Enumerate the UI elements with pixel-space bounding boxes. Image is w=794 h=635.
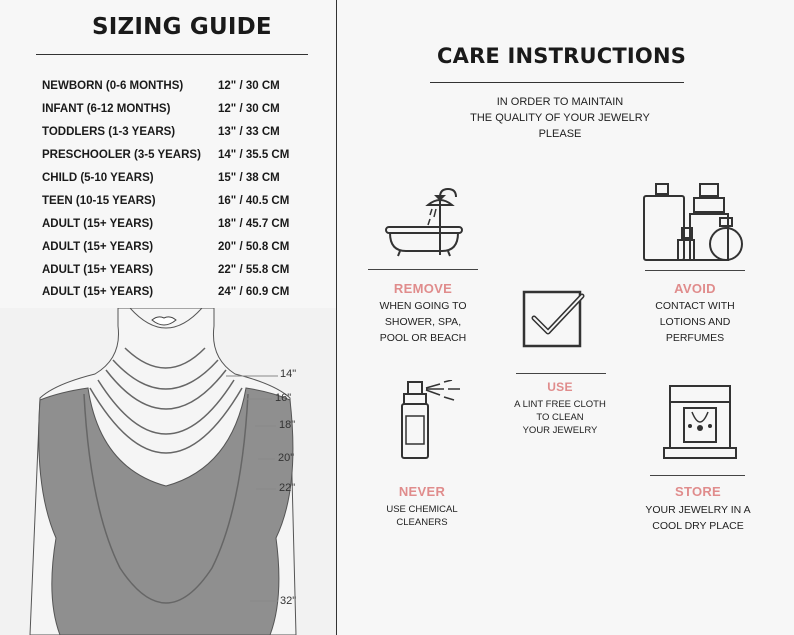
size-age: ADULT (15+ YEARS) bbox=[42, 264, 154, 276]
remove-rule bbox=[368, 269, 478, 270]
care-title: CARE INSTRUCTIONS bbox=[437, 44, 687, 68]
sizing-title: SIZING GUIDE bbox=[92, 14, 272, 40]
avoid-text bbox=[635, 298, 755, 346]
perfume-bottles-icon bbox=[640, 182, 750, 262]
size-length: 12" / 30 CM bbox=[218, 103, 280, 115]
use-text-line: YOUR JEWELRY bbox=[522, 425, 598, 436]
length-mark: 32" bbox=[280, 595, 297, 607]
jewelry-box-icon bbox=[660, 382, 740, 462]
spray-bottle-icon bbox=[400, 380, 470, 460]
never-text-line: USE CHEMICAL bbox=[386, 504, 458, 515]
avoid-heading: AVOID bbox=[674, 281, 716, 296]
size-length: 15" / 38 CM bbox=[218, 172, 280, 184]
avoid-text-line: LOTIONS AND bbox=[659, 316, 731, 328]
size-row bbox=[42, 264, 312, 280]
size-row bbox=[42, 103, 312, 119]
avoid-text-line: CONTACT WITH bbox=[655, 300, 735, 312]
size-age: INFANT (6-12 MONTHS) bbox=[42, 103, 171, 115]
use-text-line: A LINT FREE CLOTH bbox=[514, 399, 606, 410]
size-age: TODDLERS (1-3 YEARS) bbox=[42, 126, 176, 138]
size-age: TEEN (10-15 YEARS) bbox=[42, 195, 156, 207]
size-length: 18" / 45.7 CM bbox=[218, 218, 290, 230]
size-age: ADULT (15+ YEARS) bbox=[42, 218, 154, 230]
length-mark: 14" bbox=[280, 368, 297, 380]
size-row bbox=[42, 172, 312, 188]
checkbox-icon bbox=[520, 288, 600, 350]
necklace-figure-illustration bbox=[0, 308, 336, 635]
size-row bbox=[42, 149, 312, 165]
remove-text-line: POOL OR BEACH bbox=[379, 332, 467, 344]
size-age: ADULT (15+ YEARS) bbox=[42, 286, 154, 298]
size-length: 14" / 35.5 CM bbox=[218, 149, 290, 161]
remove-text-line: SHOWER, SPA, bbox=[384, 316, 462, 328]
size-length: 13" / 33 CM bbox=[218, 126, 280, 138]
never-heading: NEVER bbox=[398, 484, 446, 499]
store-text-line: COOL DRY PLACE bbox=[652, 520, 744, 532]
length-mark: 16" bbox=[275, 392, 292, 404]
use-heading: USE bbox=[547, 380, 573, 394]
remove-text-line: WHEN GOING TO bbox=[379, 300, 467, 312]
care-title-rule bbox=[430, 82, 684, 83]
size-age: CHILD (5-10 YEARS) bbox=[42, 172, 154, 184]
care-intro-line: THE QUALITY OF YOUR JEWELRY bbox=[470, 112, 650, 124]
size-row bbox=[42, 286, 312, 302]
avoid-text-line: PERFUMES bbox=[665, 332, 725, 344]
size-row bbox=[42, 80, 312, 96]
size-length: 12" / 30 CM bbox=[218, 80, 280, 92]
remove-heading: REMOVE bbox=[393, 281, 453, 296]
column-divider bbox=[336, 0, 337, 635]
store-text-line: YOUR JEWELRY IN A bbox=[645, 504, 751, 516]
store-rule bbox=[650, 475, 745, 476]
size-age: NEWBORN (0-6 MONTHS) bbox=[42, 80, 184, 92]
size-row bbox=[42, 195, 312, 211]
size-row bbox=[42, 126, 312, 142]
store-text bbox=[634, 502, 762, 534]
size-length: 16" / 40.5 CM bbox=[218, 195, 290, 207]
length-mark: 18" bbox=[279, 419, 296, 431]
size-row bbox=[42, 241, 312, 257]
never-text bbox=[362, 503, 482, 529]
sizing-title-rule bbox=[36, 54, 308, 55]
avoid-rule bbox=[645, 270, 745, 271]
size-age: ADULT (15+ YEARS) bbox=[42, 241, 154, 253]
size-age: PRESCHOOLER (3-5 YEARS) bbox=[42, 149, 201, 161]
never-text-line: CLEANERS bbox=[396, 517, 448, 528]
size-length: 22" / 55.8 CM bbox=[218, 264, 290, 276]
bathtub-icon bbox=[384, 185, 464, 257]
size-length: 20" / 50.8 CM bbox=[218, 241, 290, 253]
care-intro-line: IN ORDER TO MAINTAIN bbox=[496, 96, 624, 108]
length-mark: 22" bbox=[279, 482, 296, 494]
length-mark: 20" bbox=[278, 452, 295, 464]
size-row bbox=[42, 218, 312, 234]
remove-text bbox=[362, 298, 484, 346]
care-intro bbox=[440, 94, 680, 142]
size-length: 24" / 60.9 CM bbox=[218, 286, 290, 298]
use-text bbox=[500, 398, 620, 437]
use-text-line: TO CLEAN bbox=[536, 412, 584, 423]
care-intro-line: PLEASE bbox=[538, 128, 582, 140]
store-heading: STORE bbox=[674, 484, 722, 499]
use-rule bbox=[516, 373, 606, 374]
